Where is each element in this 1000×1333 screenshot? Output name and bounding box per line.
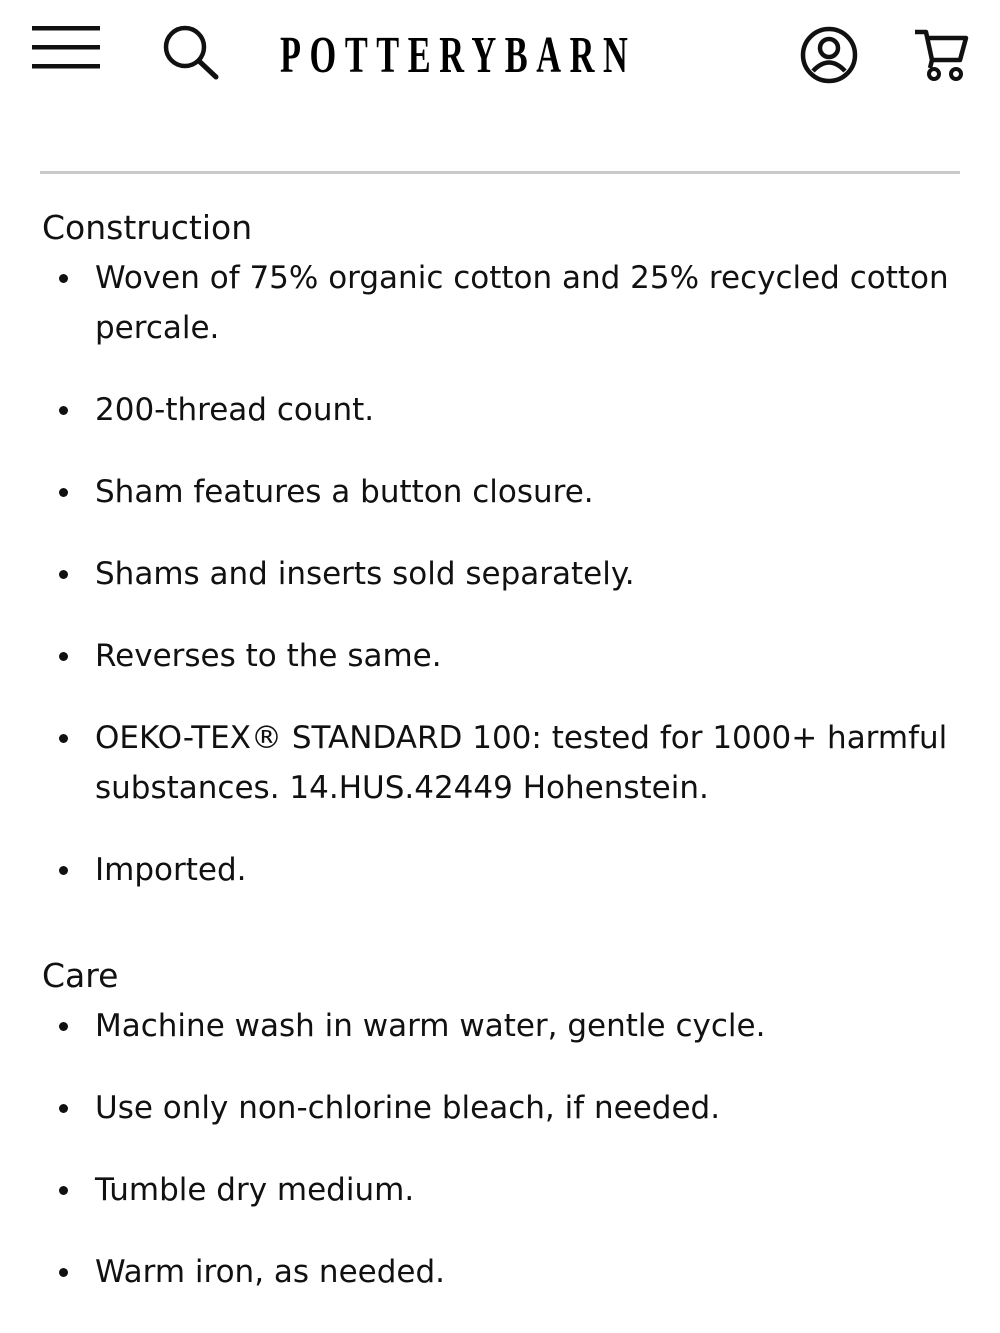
cart-icon[interactable] [912,24,972,84]
care-section [42,951,962,1297]
brand-logo-text: POTTERYBARN [280,27,637,84]
search-icon[interactable] [160,22,224,80]
construction-heading: Construction [42,208,253,247]
list-item: Tumble dry medium. [42,1165,962,1215]
list-item: Warm iron, as needed. [42,1247,962,1297]
care-list [42,1001,962,1297]
list-item: Use only non-chlorine bleach, if needed. [42,1083,962,1133]
list-item: Woven of 75% organic cotton and 25% recycled cotton percale. [42,253,962,353]
care-heading: Care [42,956,119,995]
list-item: Sham features a button closure. [42,467,962,517]
brand-logo[interactable] [280,26,637,86]
list-item: Shams and inserts sold separately. [42,549,962,599]
list-item: Reverses to the same. [42,631,962,681]
list-item: 200-thread count. [42,385,962,435]
construction-list [42,253,962,895]
site-header [0,0,1000,110]
list-item: OEKO-TEX® STANDARD 100: tested for 1000+ harmful substances. 14.HUS.42449 Hohenstein. [42,713,962,813]
section-divider [40,171,960,174]
list-item: Imported. [42,845,962,895]
hamburger-menu-icon[interactable] [30,22,102,74]
construction-section [42,203,962,895]
list-item: Machine wash in warm water, gentle cycle. [42,1001,962,1051]
account-icon[interactable] [798,24,860,86]
product-details [42,203,962,1297]
